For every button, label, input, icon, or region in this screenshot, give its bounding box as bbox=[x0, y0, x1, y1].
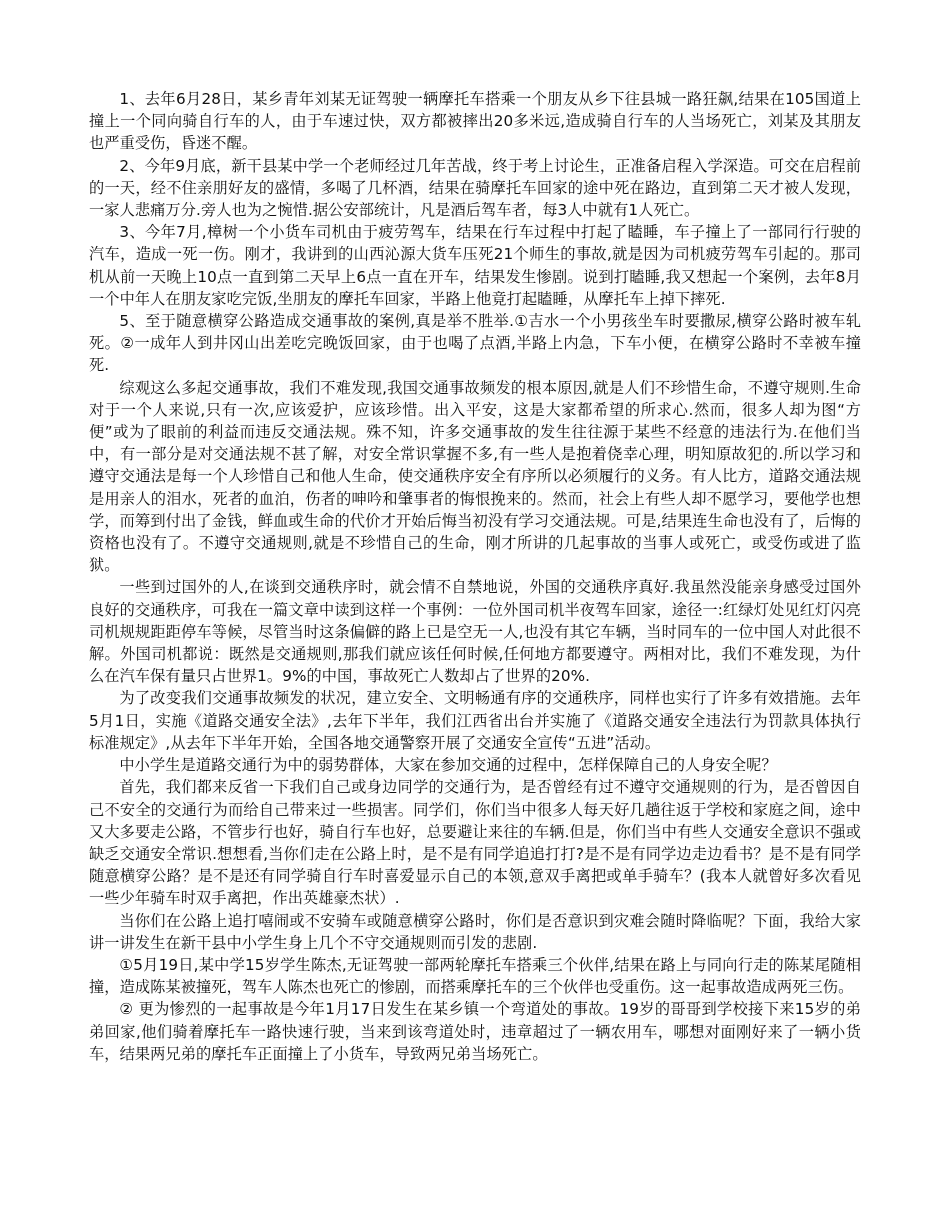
document-body bbox=[89, 88, 861, 1065]
paragraph-case-1: 1、去年6月28日，某乡青年刘某无证驾驶一辆摩托车搭乘一个朋友从乡下往县城一路狂飙,结果在105国道上撞上一个同向骑自行车的人，由于车速过快，双方都被摔出20多米远,造成骑自行车的人当场死亡，刘某及其朋友也严重受伤，昏迷不醒。 bbox=[89, 90, 861, 153]
paragraph-summary: 综观这么多起交通事故，我们不难发现,我国交通事故频发的根本原因,就是人们不珍惜生命，不遵守规则.生命对于一个人来说,只有一次,应该爱护，应该珍惜。出入平安，这是大家都希望的所求心.然而，很多人却为图“方便”或为了眼前的利益而违反交通法规。殊不知，许多交通事故的发生往往源于某些不经意的违法行为.在他们当中，有一部分是对交通法规不甚了解，对安全常识掌握不多,有一些人是抱着侥幸心理，明知原故犯的.所以学习和遵守交通法是每一个人珍惜自己和他人生命，使交通秩序安全有序所以必须履行的义务。有人比方，道路交通法规是用亲人的泪水，死者的血泊，伤者的呻吟和肇事者的悔恨挽来的。然而，社会上有些人却不愿学习，要他学也想学，而筹到付出了金钱，鲜血或生命的代价才开始后悔当初没有学习交通法规。可是,结果连生命也没有了，后悔的资格也没有了。不遵守交通规则,就是不珍惜自己的生命，刚才所讲的几起事故的当事人或死亡，或受伤或进了监狱。 bbox=[89, 378, 861, 575]
paragraph-foreign-example: 一些到过国外的人,在谈到交通秩序时，就会情不自禁地说，外国的交通秩序真好.我虽然没能亲身感受过国外良好的交通秩序，可我在一篇文章中读到这样一个事例：一位外国司机半夜驾车回家，途径一:红绿灯处见红灯闪亮司机规规距距停车等候，尽管当时这条偏僻的路上已是空无一人,也没有其它车辆，当时同车的一位中国人对此很不解。外国司机都说：既然是交通规则,那我们就应该任何时候,任何地方都要遵守。两相对比，我们不难发现，为什么在汽车保有量只占世界1。9%的中国，事故死亡人数却占了世界的20%. bbox=[89, 578, 861, 686]
paragraph-student-case-1: ①5月19日,某中学15岁学生陈杰,无证驾驶一部两轮摩托车搭乘三个伙伴,结果在路上与同向行走的陈某尾随相撞，造成陈某被撞死，驾车人陈杰也死亡的惨剧，而搭乘摩托车的三个伙伴也受重伤。这一起事故造成两死三伤。 bbox=[89, 955, 861, 997]
paragraph-students-question: 中小学生是道路交通行为中的弱势群体，大家在参加交通的过程中，怎样保障自己的人身安全呢？ bbox=[119, 756, 777, 775]
paragraph-reflection: 首先，我们都来反省一下我们自己或身边同学的交通行为，是否曾经有过不遵守交通规则的行为，是否曾因自己不安全的交通行为而给自己带来过一些损害。同学们，你们当中很多人每天好几趟往返于学校和家庭之间，途中又大多要走公路，不管步行也好，骑自行车也好，总要避让来往的车辆.但是，你们当中有些人交通安全意识不强或缺乏交通安全常识.想想看,当你们走在公路上时，是不是有同学追追打打?是不是有同学边走边看书？是不是有同学随意横穿公路？是不是还有同学骑自行车时喜爱显示自己的本领,意双手离把或单手骑车？(我本人就曾好多次看见一些少年骑车时双手离把，作出英雄豪杰状）. bbox=[89, 778, 861, 908]
paragraph-transition: 当你们在公路上追打嘻闹或不安骑车或随意横穿公路时，你们是否意识到灾难会随时降临呢？下面，我给大家讲一讲发生在新干县中小学生身上几个不守交通规则而引发的悲剧. bbox=[89, 911, 861, 952]
paragraph-case-5: 5、至于随意横穿公路造成交通事故的案例,真是举不胜举.①吉水一个小男孩坐车时要撒尿,横穿公路时被车轧死。②一成年人到井冈山出差吃完晚饭回家，由于也喝了点酒,半路上内急，下车小便，在横穿公路时不幸被车撞死. bbox=[89, 312, 861, 375]
paragraph-measures: 为了改变我们交通事故频发的状况，建立安全、文明畅通有序的交通秩序，同样也实行了许多有效措施。去年5月1日，实施《道路交通安全法》,去年下半年，我们江西省出台并实施了《道路交通安全违法行为罚款具体执行标准规定》,从去年下半年开始，全国各地交通警察开展了交通安全宣传“五进”活动。 bbox=[89, 689, 861, 752]
paragraph-student-case-2: ② 更为惨烈的一起事故是今年1月17日发生在某乡镇一个弯道处的事故。19岁的哥哥到学校接下来15岁的弟弟回家,他们骑着摩托车一路快速行驶，当来到该弯道处时，违章超过了一辆农用车，哪想对面刚好来了一辆小货车，结果两兄弟的摩托车正面撞上了小货车，导致两兄弟当场死亡。 bbox=[89, 1000, 861, 1063]
paragraph-case-2: 2、今年9月底，新干县某中学一个老师经过几年苦战，终于考上讨论生，正准备启程入学深造。可交在启程前的一天，经不住亲朋好友的盛情，多喝了几杯酒，结果在骑摩托车回家的途中死在路边，直到第二天才被人发现，一家人悲痛万分.旁人也为之惋惜.据公安部统计，凡是酒后驾车者，每3人中就有1人死亡。 bbox=[89, 156, 861, 220]
paragraph-case-3: 3、今年7月,樟树一个小货车司机由于疲劳驾车，结果在行车过程中打起了瞌睡，车子撞上了一部同行行驶的汽车，造成一死一伤。刚才，我讲到的山西沁源大货车压死21个师生的事故,就是因为司机疲劳驾车引起的。那司机从前一天晚上10点一直到第二天早上6点一直在开车，结果发生惨剧。说到打瞌睡,我又想起一个案例，去年8月一个中年人在朋友家吃完饭,坐朋友的摩托车回家，半路上他竟打起瞌睡，从摩托车上掉下摔死. bbox=[89, 223, 861, 308]
